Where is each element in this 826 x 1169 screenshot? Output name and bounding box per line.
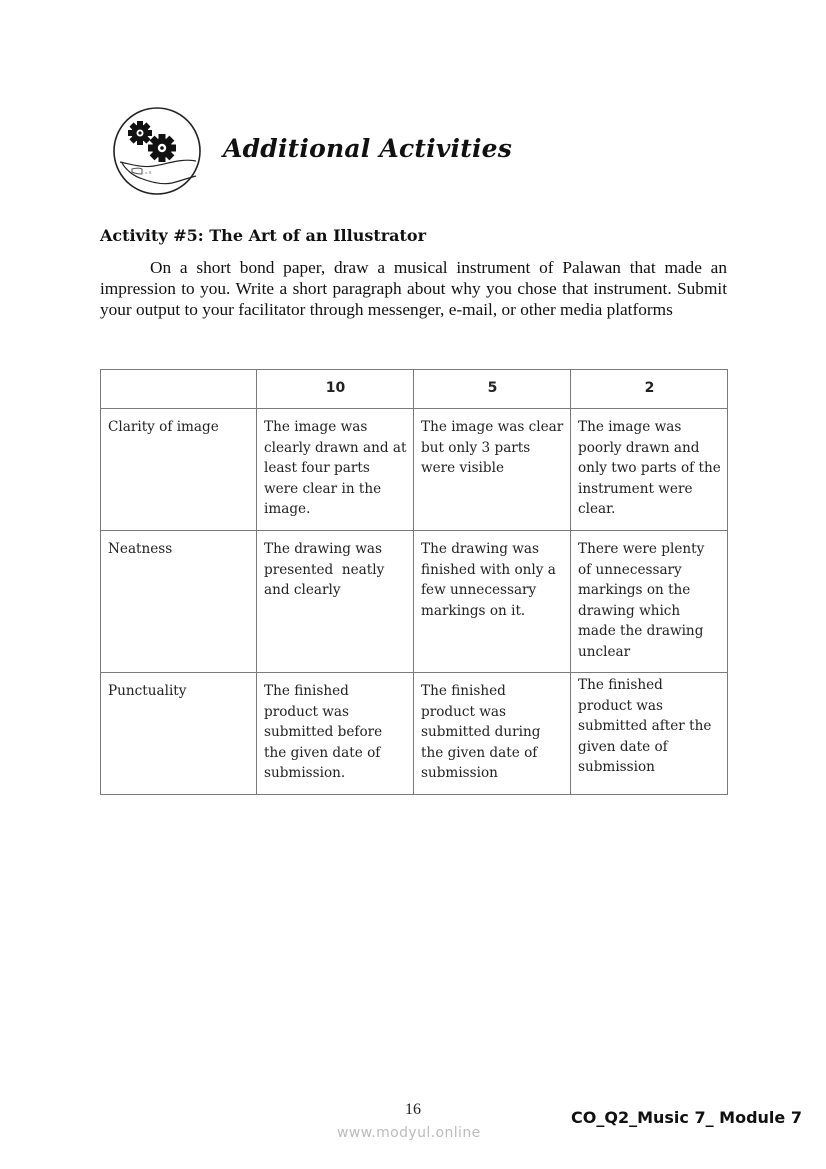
table-row <box>101 531 728 673</box>
rubric-cell: The finished product was submitted before the given date of submission. <box>257 673 414 795</box>
activity-instructions: On a short bond paper, draw a musical instrument of Palawan that made an impression to you. Write a short paragraph about why you chose that instrument. Submit your output to your facilitator through messenger, e-mail, or other media platforms <box>100 258 727 319</box>
rubric-header-score-2: 2 <box>571 370 728 409</box>
rubric-cell: The finished product was submitted after the given date of submission <box>571 673 728 795</box>
section-title: Additional Activities <box>223 134 513 163</box>
rubric-cell: The drawing was finished with only a few unnecessary markings on it. <box>414 531 571 673</box>
rubric-cell: The image was clearly drawn and at least four parts were clear in the image. <box>257 409 414 531</box>
rubric-table <box>100 369 728 795</box>
rubric-header-score-5: 5 <box>414 370 571 409</box>
criterion-clarity: Clarity of image <box>101 409 257 531</box>
module-code: CO_Q2_Music 7_ Module 7 <box>571 1108 802 1127</box>
criterion-neatness: Neatness <box>101 531 257 673</box>
rubric-header-row <box>101 370 728 409</box>
criterion-punctuality: Punctuality <box>101 673 257 795</box>
rubric-header-criterion <box>101 370 257 409</box>
watermark: www.modyul.online <box>337 1125 481 1141</box>
rubric-header-score-10: 10 <box>257 370 414 409</box>
rubric-cell: The image was clear but only 3 parts were visible <box>414 409 571 531</box>
page-number: 16 <box>405 1101 421 1118</box>
table-row <box>101 673 728 795</box>
rubric-cell: The image was poorly drawn and only two parts of the instrument were clear. <box>571 409 728 531</box>
activity-heading: Activity #5: The Art of an Illustrator <box>100 226 427 245</box>
table-row <box>101 409 728 531</box>
gears-in-hand-icon <box>112 106 202 196</box>
rubric-cell: The finished product was submitted during the given date of submission <box>414 673 571 795</box>
rubric-cell: The drawing was presented neatly and clearly <box>257 531 414 673</box>
rubric-cell: There were plenty of unnecessary markings on the drawing which made the drawing unclear <box>571 531 728 673</box>
